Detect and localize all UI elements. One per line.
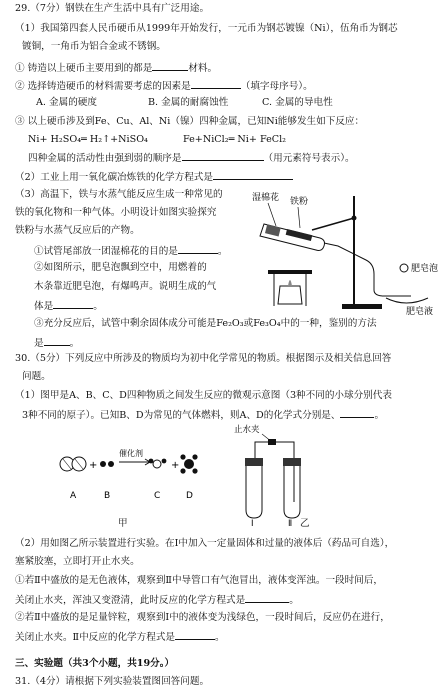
q29-sub2-text: 体是 — [34, 301, 54, 312]
q30-case1-line2 — [15, 593, 447, 607]
q29-part3-line1: （3）高温下，铁与水蒸气能反应生成一种常见的 — [15, 189, 223, 200]
q29-sub2-line1: ②如图所示，肥皂泡飘到空中，用燃着的 — [34, 262, 207, 273]
q30-case1-text: 关闭止水夹，浑浊又变澄清，此时反应的化学方程式是 — [15, 595, 246, 606]
q29-sub3-tail: 。 — [69, 338, 80, 349]
q30-case2-line2 — [15, 630, 447, 644]
molecule-d — [180, 454, 197, 473]
q29-sub1-tail: 。 — [217, 246, 228, 257]
q29-heading: 29.（7分）钢铁在生产生活中具有广泛用途。 — [15, 3, 210, 14]
figure-yi-apparatus — [232, 422, 342, 526]
q29-item2 — [15, 79, 447, 93]
q29-order-tail: （用元素符号表示）。 — [263, 153, 355, 164]
q29-item3-order — [28, 151, 447, 165]
q29-sub3-line1: ③充分反应后，试管中剩余固体成分可能是Fe₂O₃或Fe₃O₄中的一种，鉴别的方法 — [34, 318, 377, 329]
delivery-tube — [324, 243, 411, 296]
q29-part1-line2: 镀铜，一角币为铝合金或不锈钢。 — [22, 41, 166, 52]
tube-1 — [245, 458, 263, 518]
q29-part3-line3: 铁粉与水蒸气反应后的产物。 — [15, 225, 140, 236]
q30-part1-tail: 。 — [374, 410, 385, 421]
option-a: A. 金属的硬度 — [36, 97, 97, 108]
figure-jia-reaction — [55, 446, 225, 512]
q30-part2-line2: 塞紧胶塞，立即打开止水夹。 — [15, 556, 140, 567]
q30-case2-line1: ②若Ⅱ中盛放的是足量锌粒，观察到Ⅰ中的液体变为浅绿色，一段时间后，反应仍在进行， — [15, 612, 390, 623]
q29-sub3-text: 是 — [34, 338, 44, 349]
answer-blank[interactable] — [53, 299, 93, 309]
answer-blank[interactable] — [178, 244, 218, 254]
q30-case1-line1: ①若Ⅱ中盛放的是无色液体，观察到Ⅱ中导管口有气泡冒出，液体变浑浊。一段时间后， — [15, 575, 384, 586]
label-wet-cotton: 湿棉花 — [252, 193, 280, 203]
q30-heading-2: 问题。 — [22, 371, 51, 382]
answer-blank[interactable] — [175, 630, 215, 640]
q29-part2-text: （2）工业上用一氧化碳冶炼铁的化学方程式是 — [15, 172, 213, 183]
q30-case2-tail: 。 — [215, 632, 225, 643]
q30-case2-text: 关闭止水夹。Ⅱ中反应的化学方程式是 — [15, 632, 176, 643]
label-d: D — [186, 491, 193, 501]
iron-stand — [312, 196, 382, 309]
figure-yi-caption: 乙 — [300, 518, 310, 529]
q29-part3-line2: 铁的氧化物和一种气体。小明设计如图实验探究 — [15, 207, 217, 218]
label-iron-powder: 铁粉 — [290, 197, 309, 207]
q29-item2-text: ② 选择铸造硬币的材料需要考虑的因素是 — [15, 81, 191, 92]
figure-jia-caption: 甲 — [118, 518, 128, 529]
answer-blank[interactable] — [191, 79, 241, 89]
label-b: B — [104, 491, 111, 501]
q29-order-text: 四种金属的活动性由强到弱的顺序是 — [28, 153, 182, 164]
q29-item2-tail: （填字母序号）。 — [240, 81, 313, 92]
soap-bubble — [400, 264, 408, 272]
molecule-c — [149, 459, 167, 468]
q30-part1-line2 — [22, 408, 447, 422]
answer-blank[interactable] — [152, 61, 188, 71]
test-tube — [260, 224, 325, 251]
catalyst-label: 催化剂 — [119, 449, 143, 458]
svg-text:+: + — [89, 460, 98, 471]
label-tube-2: Ⅱ — [288, 519, 293, 526]
q29-part1-line1: （1）我国第四套人民币硬币从1999年开始发行，一元币为钢芯镀镍（Ni），伍角币为钢芯 — [15, 23, 398, 34]
q30-case1-tail: 。 — [289, 595, 299, 606]
q29-part2 — [15, 170, 447, 184]
q29-sub1-text: ①试管尾部放一团湿棉花的目的是 — [34, 246, 178, 257]
option-b: B. 金属的耐腐蚀性 — [148, 97, 229, 108]
answer-blank[interactable] — [182, 151, 264, 161]
q29-item1-tail: 材料。 — [188, 63, 218, 74]
svg-text:+: + — [171, 460, 180, 471]
label-tube-1: Ⅰ — [251, 519, 254, 526]
q29-sub2-line2: 木条靠近肥皂泡，有爆鸣声。说明生成的气 — [34, 281, 217, 292]
q29-item1-text: ① 铸造以上硬币主要用到的都是 — [15, 63, 153, 74]
q30-part2-line1: （2）用如图乙所示装置进行实验。在Ⅰ中加入一定量固体和过量的液体后（药品可自选）， — [15, 538, 395, 549]
q30-part1-line1: （1）图甲是A、B、C、D四种物质之间发生反应的微观示意图（3种不同的小球分别代表 — [15, 390, 392, 401]
section-3-heading: 三、实验题（共3个小题，共19分。） — [15, 658, 175, 669]
tube-2 — [283, 458, 301, 518]
label-soap-bubble: 肥皂泡 — [411, 264, 439, 274]
answer-blank[interactable] — [245, 593, 289, 603]
q29-sub3-line2 — [34, 336, 447, 350]
answer-blank[interactable] — [213, 170, 293, 180]
connecting-tube — [255, 442, 294, 502]
label-stop-clamp: 止水夹 — [234, 425, 260, 435]
equation-2: Fe+NiCl₂═ Ni+ FeCl₂ — [183, 134, 287, 145]
q29-item3: ③ 以上硬币涉及到Fe、Cu、Al、Ni（镍）四种金属，已知Ni能够发生如下反应： — [15, 116, 365, 127]
q31-heading: 31.（4分）请根据下列实验装置图回答问题。 — [15, 676, 210, 687]
q30-part1-text: 3种不同的原子）。已知B、D为常见的气体燃料，则A、D的化学式分别是、 — [22, 410, 341, 421]
soap-dish — [386, 298, 428, 303]
molecule-b — [100, 461, 114, 467]
iron-steam-apparatus-figure — [246, 186, 442, 318]
option-c: C. 金属的导电性 — [262, 97, 333, 108]
equation-1: Ni+ H₂SO₄═ H₂↑+NiSO₄ — [28, 134, 148, 145]
molecule-a — [60, 457, 86, 471]
alcohol-lamp — [268, 270, 312, 306]
q29-sub2-tail: 。 — [93, 301, 103, 312]
answer-blank[interactable] — [340, 408, 374, 418]
q29-item1 — [15, 61, 447, 75]
q30-heading: 30.（5分）下列反应中所涉及的物质均为初中化学常见的物质。根据图示及相关信息回答 — [15, 353, 392, 364]
label-c: C — [154, 491, 161, 501]
label-a: A — [70, 491, 77, 501]
label-soap-liquid: 肥皂液 — [406, 307, 434, 317]
answer-blank[interactable] — [44, 336, 70, 346]
